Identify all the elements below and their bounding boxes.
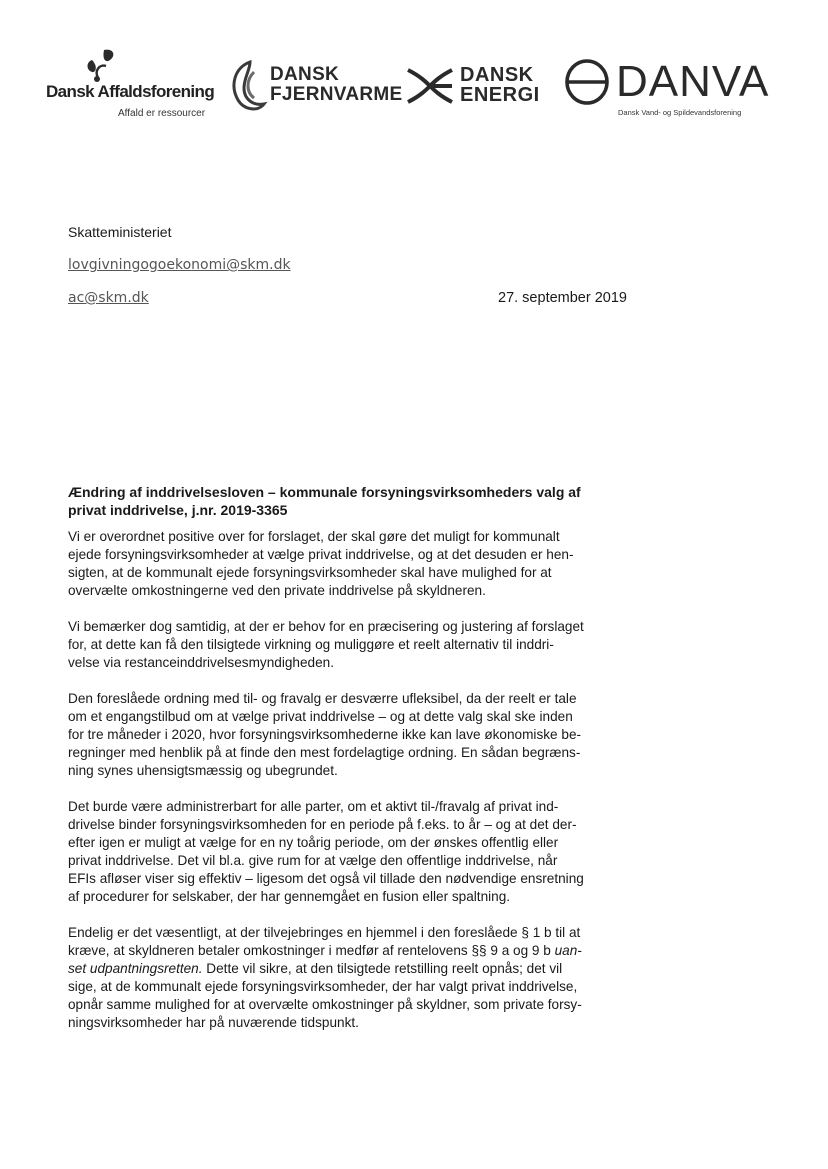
fjernvarme-line2: FJERNVARME [270,84,403,105]
paragraph-line: regninger med henblik på at finde den mest fordelagtige ordning. En sådan begræns- [68,745,581,760]
leaf-icon [84,48,118,84]
paragraph-final [68,924,668,1032]
email-link-lovgivning[interactable]: lovgivningogoekonomi@skm.dk [68,257,291,273]
paragraph-line [68,960,668,978]
paragraph-line: ningsvirksomheder har på nuværende tidspunkt. [68,1015,359,1030]
paragraph [68,690,668,780]
paragraph-line: af procedurer for selskaber, der har gennemgået en fusion eller spaltning. [68,889,511,904]
paragraph [68,618,668,672]
recipient: Skatteministeriet [68,224,172,240]
paragraph-line: for, at dette kan få den tilsigtede virkning og muliggøre et reelt alternativ til inddri- [68,637,554,652]
energi-mark-icon [406,66,454,106]
paragraph-line: drivelse binder forsyningsvirksomheden for en periode på f.eks. to år – og at det der- [68,817,577,832]
paragraph-line: om et engangstilbud om at vælge privat inddrivelse – og at dette valg skal ske inden [68,709,573,724]
letter-date: 27. september 2019 [498,290,627,306]
paragraph-line: EFIs afløser viser sig effektiv – ligesom det også vil tillade den nødvendige ensretning [68,871,584,886]
dansk-energi-logo [406,62,556,117]
fjernvarme-line1: DANSK [270,64,340,85]
paragraph [68,798,668,906]
flame-swirl-icon [228,58,268,114]
danva-subtitle: Dansk Vand- og Spildevandsforening [618,108,742,117]
paragraph-line: for tre måneder i 2020, hvor forsyningsvirksomhederne ikke kan lave økonomiske be- [68,727,582,742]
paragraph-line [68,942,668,960]
logo-row [40,46,770,126]
text-run: kræve, at skyldneren betaler omkostninger i medfør af rentelovens §§ 9 a og 9 b [68,943,555,958]
italic-text-run: uan- [554,943,582,958]
text-run: Dette vil sikre, at den tilsigtede retstilling reelt opnås; det vil [202,961,563,976]
paragraph-line: opnår samme mulighed for at overvælte omkostninger på skyldner, som private forsy- [68,997,582,1012]
dansk-fjernvarme-logo [228,58,403,118]
paragraph-line: sige, at de kommunalt ejede forsyningsvirksomheder, der har valgt privat inddrivelse, [68,979,578,994]
energi-line1: DANSK [460,64,534,86]
paragraph [68,528,668,600]
paragraph-line: velse via restanceinddrivelsesmyndigheden. [68,655,334,670]
paragraph-line: efter igen er muligt at vælge for en ny toårig periode, om der ønskes offentlig eller [68,835,559,850]
letter-body [68,483,668,1050]
paragraph-line: privat inddrivelse. Det vil bl.a. give rum for at vælge den offentlige inddrivelse, når [68,853,558,868]
paragraph-line: ejede forsyningsvirksomheder at vælge privat inddrivelse, og at det desuden er hen- [68,547,574,562]
paragraph-line: Den foreslåede ordning med til- og fravalg er desværre ufleksibel, da der reelt er tale [68,691,577,706]
dansk-affaldsforening-logo [46,48,221,122]
paragraph-line: sigten, at de kommunalt ejede forsyningsvirksomheder skal have mulighed for at [68,565,552,580]
energi-line2: ENERGI [460,84,540,106]
subject-heading [68,483,668,519]
italic-text-run: set udpantningsretten. [68,961,203,976]
daf-name: Dansk Affaldsforening [46,82,215,101]
subject-line: privat inddrivelse, j.nr. 2019-3365 [68,502,288,518]
paragraph-line: ning synes uhensigtsmæssig og ubegrundet. [68,763,338,778]
paragraph-line: overvælte omkostningerne ved den private inddrivelse på skyldneren. [68,583,486,598]
paragraph-line: Endelig er det væsentligt, at der tilvejebringes en hjemmel i den foreslåede § 1 b til at [68,925,581,940]
paragraph-line: Vi bemærker dog samtidig, at der er behov for en præcisering og justering af forslaget [68,619,584,634]
daf-tagline: Affald er ressourcer [118,108,206,119]
danva-logo [562,54,772,122]
paragraph-line: Vi er overordnet positive over for forslaget, der skal gøre det muligt for kommunalt [68,529,560,544]
subject-line: Ændring af inddrivelsesloven – kommunale forsyningsvirksomheders valg af [68,484,581,500]
paragraph-line: Det burde være administrerbart for alle parter, om et aktivt til-/fravalg af privat ind- [68,799,559,814]
water-drop-circle-icon [562,54,612,106]
email-link-ac[interactable]: ac@skm.dk [68,290,149,306]
danva-name: DANVA [616,57,770,106]
